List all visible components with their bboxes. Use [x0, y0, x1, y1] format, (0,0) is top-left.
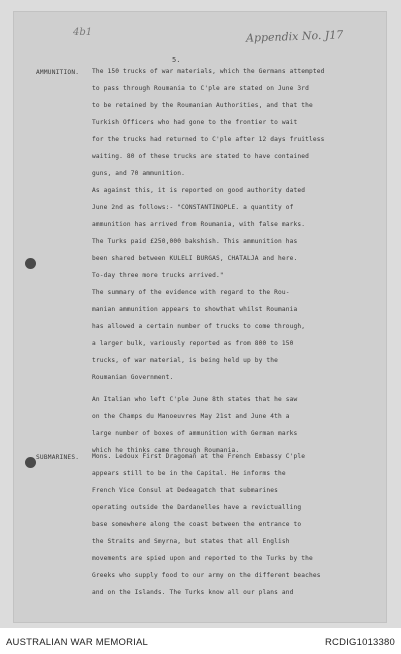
body-text-line: the Straits and Smyrna, but states that all English	[92, 538, 290, 545]
footer-record-id: RCDIG1013380	[325, 637, 395, 648]
body-text-line: To-day three more trucks arrived."	[92, 272, 224, 279]
body-text-line: a larger bulk, variously reported as from 800 to 150	[92, 340, 294, 347]
body-text-line: An Italian who left C'ple June 8th states that he saw	[92, 396, 298, 403]
body-text-line: June 2nd as follows:- "CONSTANTINOPLE. a quantity of	[92, 204, 294, 211]
body-text-line: As against this, it is reported on good authority dated	[92, 187, 306, 194]
page-number: 5.	[172, 56, 181, 64]
body-text-line: Greeks who supply food to our army on the different beaches	[92, 572, 321, 579]
handwritten-reference: 4b1	[73, 27, 93, 38]
punch-hole	[25, 457, 36, 468]
body-text-line: manian ammunition appears to showthat whilst Roumania	[92, 306, 298, 313]
body-text-line: movements are spied upon and reported to the Turks by the	[92, 555, 313, 562]
body-text-line: has allowed a certain number of trucks to come through,	[92, 323, 306, 330]
body-text-line: guns, and 70 ammunition.	[92, 170, 186, 177]
body-text-line: been shared between KULELI BURGAS, CHATALJA and here.	[92, 255, 298, 262]
body-text-line: ammunition has arrived from Roumania, with false marks.	[92, 221, 306, 228]
punch-hole	[25, 258, 36, 269]
body-text-line: to be retained by the Roumanian Authorities, and that the	[92, 102, 313, 109]
body-text-line: French Vice Consul at Dedeagatch that submarines	[92, 487, 279, 494]
body-text-line: large number of boxes of ammunition with German marks	[92, 430, 298, 437]
body-text-line: base somewhere along the coast between the entrance to	[92, 521, 302, 528]
body-text-line: appears still to be in the Capital. He informs the	[92, 470, 286, 477]
section-heading: AMMUNITION.	[36, 69, 80, 76]
body-text-line: and on the Islands. The Turks know all our plans and	[92, 589, 294, 596]
body-text-line: The summary of the evidence with regard to the Rou-	[92, 289, 290, 296]
body-text-line: which he thinks came through Roumania.	[92, 447, 240, 454]
body-text-line: for the trucks had returned to C'ple after 12 days fruitless	[92, 136, 325, 143]
body-text-line: Mons. Ledoux First Dragoman at the French Embassy C'ple	[92, 453, 306, 460]
body-text-line: waiting. 80 of these trucks are stated to have contained	[92, 153, 310, 160]
appendix-stamp: Appendix No. J17	[245, 28, 344, 45]
body-text-line: on the Champs du Manoeuvres May 21st and June 4th a	[92, 413, 290, 420]
footer-institution: AUSTRALIAN WAR MEMORIAL	[6, 637, 149, 648]
body-text-line: Turkish Officers who had gone to the frontier to wait	[92, 119, 298, 126]
body-text-line: trucks, of war material, is being held up by the	[92, 357, 279, 364]
body-text-line: Roumanian Government.	[92, 374, 174, 381]
body-text-line: The 150 trucks of war materials, which the Germans attempted	[92, 68, 325, 75]
body-text-line: to pass through Roumania to C'ple are stated on June 3rd	[92, 85, 310, 92]
body-text-line: operating outside the Dardanelles have a revictualling	[92, 504, 302, 511]
body-text-line: The Turks paid £250,000 bakshish. This ammunition has	[92, 238, 298, 245]
section-heading: SUBMARINES.	[36, 454, 80, 461]
